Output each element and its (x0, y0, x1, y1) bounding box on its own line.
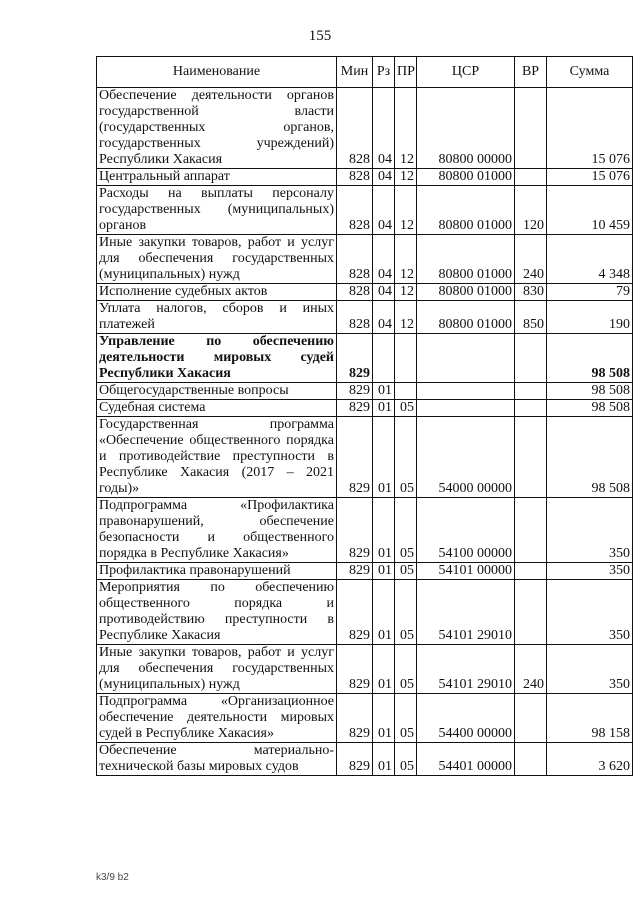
table-row (97, 498, 633, 563)
cell-rz (373, 334, 395, 383)
cell-vr: 240 (515, 235, 547, 284)
cell-min: 829 (337, 417, 373, 498)
cell-vr (515, 417, 547, 498)
cell-name: Общегосударственные вопросы (97, 383, 337, 400)
cell-min: 829 (337, 645, 373, 694)
cell-min: 829 (337, 400, 373, 417)
cell-csr: 54101 00000 (417, 563, 515, 580)
cell-name: Управление по обеспечению деятельности мировых судей Республики Хакасия (97, 334, 337, 383)
cell-vr (515, 563, 547, 580)
cell-rz: 01 (373, 743, 395, 776)
header-rz: Рз (373, 57, 395, 88)
cell-pr: 05 (395, 743, 417, 776)
cell-name: Государственная программа «Обеспечение общественного порядка и противодействие преступности в Республике Хакасия (2017 – 2021 годы)» (97, 417, 337, 498)
cell-pr (395, 383, 417, 400)
table-row (97, 417, 633, 498)
cell-name: Подпрограмма «Профилактика правонарушений, обеспечение безопасности и общественного порядка в Республике Хакасия» (97, 498, 337, 563)
budget-table (96, 56, 633, 776)
cell-vr (515, 580, 547, 645)
cell-csr: 80800 01000 (417, 169, 515, 186)
cell-min: 829 (337, 498, 373, 563)
cell-sum: 98 508 (547, 400, 633, 417)
cell-vr (515, 498, 547, 563)
header-sum: Сумма (547, 57, 633, 88)
header-pr: ПР (395, 57, 417, 88)
cell-min: 829 (337, 383, 373, 400)
table-row (97, 743, 633, 776)
cell-csr: 80800 01000 (417, 186, 515, 235)
cell-pr: 12 (395, 169, 417, 186)
cell-min: 829 (337, 694, 373, 743)
cell-csr: 54400 00000 (417, 694, 515, 743)
cell-sum: 4 348 (547, 235, 633, 284)
cell-pr: 05 (395, 400, 417, 417)
table-row (97, 186, 633, 235)
cell-csr: 54101 29010 (417, 645, 515, 694)
cell-sum: 350 (547, 563, 633, 580)
table-row (97, 284, 633, 301)
table-row (97, 563, 633, 580)
cell-vr (515, 169, 547, 186)
table-body (97, 88, 633, 776)
cell-name: Уплата налогов, сборов и иных платежей (97, 301, 337, 334)
cell-rz: 01 (373, 563, 395, 580)
cell-rz: 01 (373, 383, 395, 400)
cell-vr (515, 88, 547, 169)
cell-min: 828 (337, 284, 373, 301)
cell-pr (395, 334, 417, 383)
cell-csr: 80800 00000 (417, 88, 515, 169)
page-number: 155 (308, 28, 332, 44)
cell-rz: 01 (373, 580, 395, 645)
cell-sum: 15 076 (547, 169, 633, 186)
cell-csr (417, 400, 515, 417)
cell-name: Судебная система (97, 400, 337, 417)
cell-sum: 98 508 (547, 334, 633, 383)
cell-csr: 54100 00000 (417, 498, 515, 563)
cell-rz: 01 (373, 694, 395, 743)
cell-sum: 350 (547, 580, 633, 645)
cell-csr: 80800 01000 (417, 235, 515, 284)
cell-name: Расходы на выплаты персоналу государственных (муниципальных) органов (97, 186, 337, 235)
cell-name: Иные закупки товаров, работ и услуг для обеспечения государственных (муниципальных) нужд (97, 645, 337, 694)
cell-name: Профилактика правонарушений (97, 563, 337, 580)
cell-name: Мероприятия по обеспечению общественного порядка и противодействию преступности в Республике Хакасия (97, 580, 337, 645)
cell-name: Исполнение судебных актов (97, 284, 337, 301)
cell-csr (417, 383, 515, 400)
cell-vr (515, 383, 547, 400)
cell-pr: 12 (395, 284, 417, 301)
cell-rz: 01 (373, 645, 395, 694)
table-row (97, 580, 633, 645)
cell-csr (417, 334, 515, 383)
cell-rz: 04 (373, 284, 395, 301)
cell-vr: 850 (515, 301, 547, 334)
header-name: Наименование (97, 57, 337, 88)
table-row (97, 301, 633, 334)
cell-min: 828 (337, 235, 373, 284)
cell-sum: 350 (547, 645, 633, 694)
cell-pr: 05 (395, 417, 417, 498)
header-min: Мин (337, 57, 373, 88)
cell-sum: 15 076 (547, 88, 633, 169)
cell-sum: 350 (547, 498, 633, 563)
cell-pr: 05 (395, 580, 417, 645)
cell-name: Обеспечение деятельности органов государственной власти (государственных органов, государственных учреждений) Республики Хакасия (97, 88, 337, 169)
table-row (97, 235, 633, 284)
cell-pr: 12 (395, 301, 417, 334)
cell-vr (515, 400, 547, 417)
cell-vr: 830 (515, 284, 547, 301)
cell-min: 828 (337, 169, 373, 186)
cell-rz: 04 (373, 301, 395, 334)
cell-pr: 12 (395, 186, 417, 235)
header-csr: ЦСР (417, 57, 515, 88)
cell-min: 828 (337, 301, 373, 334)
table-row (97, 334, 633, 383)
cell-rz: 04 (373, 169, 395, 186)
cell-rz: 01 (373, 400, 395, 417)
cell-min: 828 (337, 88, 373, 169)
cell-min: 829 (337, 580, 373, 645)
cell-csr: 80800 01000 (417, 284, 515, 301)
cell-vr (515, 694, 547, 743)
table-row (97, 645, 633, 694)
table-row (97, 88, 633, 169)
footer-code: k3/9 b2 (96, 872, 129, 883)
cell-vr: 240 (515, 645, 547, 694)
header-vr: ВР (515, 57, 547, 88)
cell-rz: 04 (373, 235, 395, 284)
cell-pr: 05 (395, 694, 417, 743)
cell-rz: 04 (373, 186, 395, 235)
cell-csr: 54000 00000 (417, 417, 515, 498)
table-row (97, 694, 633, 743)
cell-name: Иные закупки товаров, работ и услуг для обеспечения государственных (муниципальных) нужд (97, 235, 337, 284)
table-row (97, 383, 633, 400)
cell-name: Обеспечение материально-технической базы мировых судов (97, 743, 337, 776)
cell-csr: 80800 01000 (417, 301, 515, 334)
cell-sum: 190 (547, 301, 633, 334)
cell-vr (515, 334, 547, 383)
cell-pr: 05 (395, 645, 417, 694)
cell-pr: 05 (395, 498, 417, 563)
cell-vr: 120 (515, 186, 547, 235)
cell-min: 829 (337, 743, 373, 776)
cell-min: 828 (337, 186, 373, 235)
cell-name: Подпрограмма «Организационное обеспечение деятельности мировых судей в Республике Хакасия» (97, 694, 337, 743)
cell-sum: 98 158 (547, 694, 633, 743)
cell-sum: 98 508 (547, 417, 633, 498)
cell-min: 829 (337, 563, 373, 580)
cell-sum: 10 459 (547, 186, 633, 235)
cell-sum: 3 620 (547, 743, 633, 776)
cell-sum: 79 (547, 284, 633, 301)
table-row (97, 169, 633, 186)
cell-pr: 12 (395, 235, 417, 284)
cell-vr (515, 743, 547, 776)
cell-min: 829 (337, 334, 373, 383)
cell-csr: 54401 00000 (417, 743, 515, 776)
cell-rz: 04 (373, 88, 395, 169)
cell-name: Центральный аппарат (97, 169, 337, 186)
cell-pr: 05 (395, 563, 417, 580)
cell-csr: 54101 29010 (417, 580, 515, 645)
cell-rz: 01 (373, 417, 395, 498)
table-header-row (97, 57, 633, 88)
cell-pr: 12 (395, 88, 417, 169)
cell-sum: 98 508 (547, 383, 633, 400)
table-row (97, 400, 633, 417)
cell-rz: 01 (373, 498, 395, 563)
